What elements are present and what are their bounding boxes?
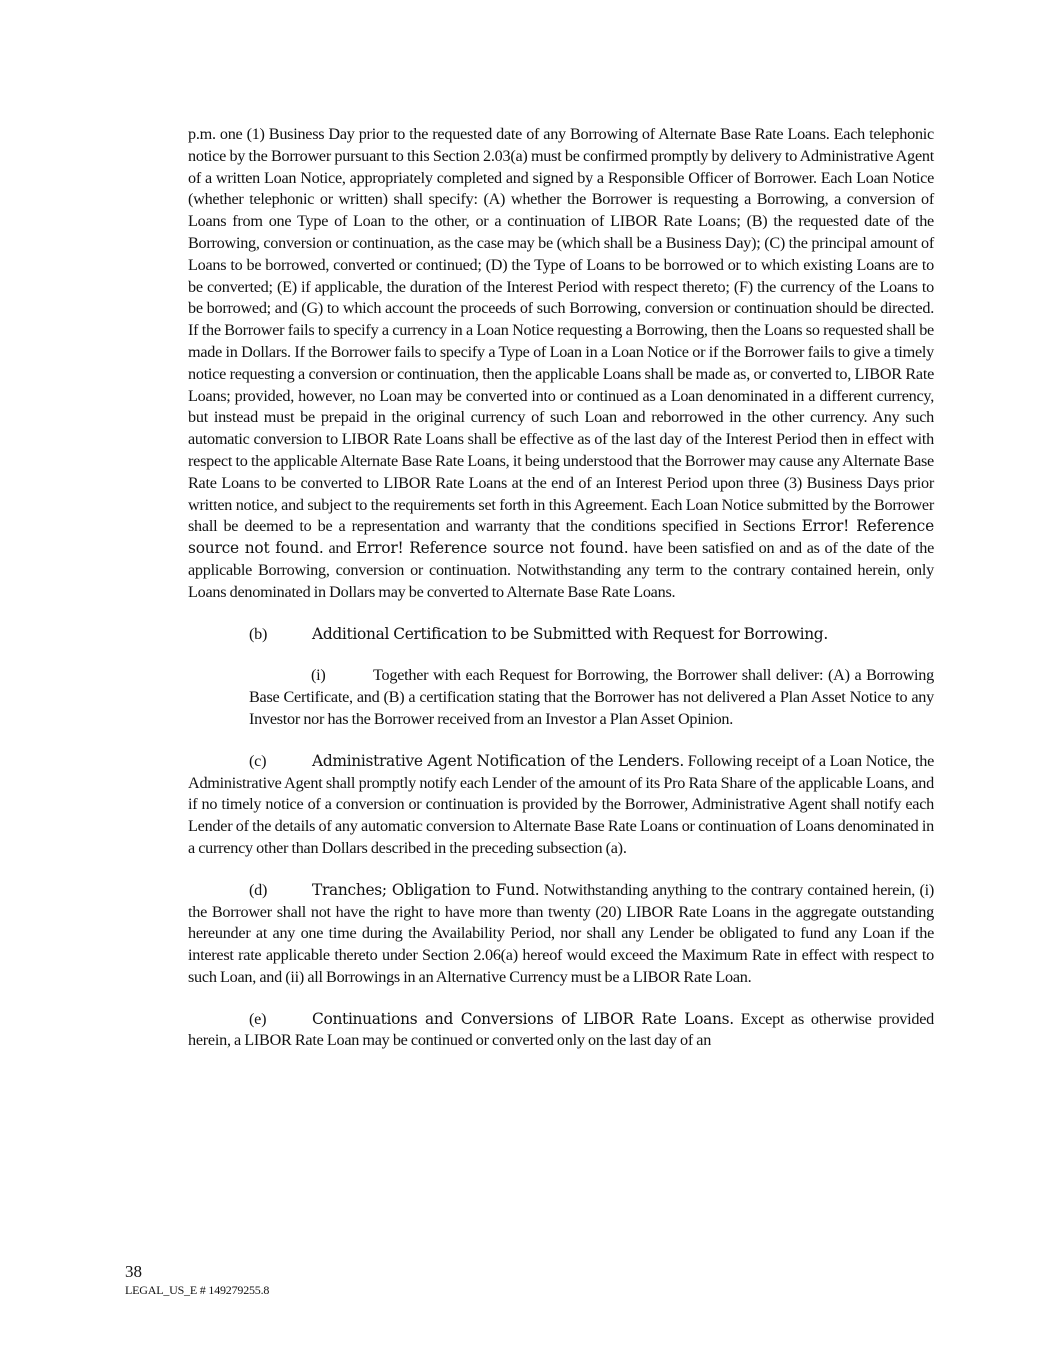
reference-error-1: Error! Reference source not found. (188, 517, 934, 558)
paragraph-e-heading: Continuations and Conversions of LIBOR Rate Loans. (312, 1009, 734, 1028)
paragraph-d-label: (d) (249, 880, 268, 899)
paragraph-a-and: and (323, 539, 356, 558)
page-footer (125, 1262, 269, 1298)
document-body (188, 124, 934, 1072)
paragraph-c-heading: Administrative Agent Notification of the Lenders. (312, 751, 684, 770)
reference-error-2: Error! Reference source not found. (355, 539, 629, 558)
page-number: 38 (125, 1262, 142, 1281)
paragraph-b-i (188, 665, 934, 730)
document-id: LEGAL_US_E # 149279255.8 (125, 1283, 270, 1297)
paragraph-a-continuation (188, 124, 934, 604)
paragraph-e (188, 1009, 934, 1053)
paragraph-a-text-part1: p.m. one (1) Business Day prior to the requested date of any Borrowing of Alternate Base Rate Loans. Each telephonic notice by the Borrower pursuant to this Section 2.03(a) must be confirmed promptly by delivery to Administrative Agent of a written Loan Notice, appropriately completed and signed by a Responsible Officer of Borrower. Each Loan Notice (whether telephonic or written) shall specify: (A) whether the Borrower is requesting a Borrowing, a conversion of Loans from one Type of Loan to the other, or a continuation of LIBOR Rate Loans; (B) the requested date of the Borrowing, conversion or continuation, as the case may be (which shall be a Business Day); (C) the principal amount of Loans to be borrowed, converted or continued; (D) the Type of Loans to be borrowed or to which existing Loans are to be converted; (E) if applicable, the duration of the Interest Period with respect thereto; (F) the currency of the Loans to be borrowed; and (G) to which account the proceeds of such Borrowing, conversion or continuation should be directed. If the Borrower fails to specify a currency in a Loan Notice requesting a Borrowing, then the Loans so requested shall be made in Dollars. If the Borrower fails to specify a Type of Loan in a Loan Notice or if the Borrower fails to give a timely notice requesting a conversion or continuation, then the applicable Loans shall be made as, or converted to, LIBOR Rate Loans; provided, however, no Loan may be converted into or continued as a Loan denominated in a different currency, but instead must be prepaid in the original currency of such Loan and reborrowed in the other currency. Any such automatic conversion to LIBOR Rate Loans shall be effective as of the last day of the Interest Period then in effect with respect to the applicable Alternate Base Rate Loans, it being understood that the Borrower may cause any Alternate Base Rate Loans to be converted to LIBOR Rate Loans at the end of an Interest Period upon three (3) Business Days prior written notice, and subject to the requirements set forth in this Agreement. Each Loan Notice submitted by the Borrower shall be deemed to be a representation and warranty that the conditions specified in Sections (188, 125, 934, 536)
paragraph-c-text: Following receipt of a Loan Notice, the Administrative Agent shall promptly notify each Lender of the amount of its Pro Rata Share of the applicable Loans, and if no timely notice of a conversion or continuation is provided by the Borrower, Administrative Agent shall notify each Lender of the details of any automatic conversion to Alternate Base Rate Loans or continuation of Loans denominated in a currency other than Dollars described in the preceding subsection (a). (188, 751, 934, 857)
paragraph-a-text-part2: have been satisfied on and as of the date of the applicable Borrowing, conversion or continuation. Notwithstanding any term to the contrary contained herein, only Loans denominated in Dollars may be converted to Alternate Base Rate Loans. (188, 539, 934, 601)
paragraph-b-i-label: (i) (311, 666, 326, 685)
paragraph-d (188, 880, 934, 989)
paragraph-b-heading: Additional Certification to be Submitted with Request for Borrowing. (312, 624, 828, 643)
paragraph-d-heading: Tranches; Obligation to Fund. (312, 880, 540, 899)
paragraph-e-label: (e) (249, 1009, 267, 1028)
paragraph-e-text: Except as otherwise provided herein, a LIBOR Rate Loan may be continued or converted only on the last day of an (188, 1009, 935, 1050)
paragraph-b-label: (b) (249, 624, 268, 643)
paragraph-b (188, 624, 934, 646)
paragraph-c (188, 751, 934, 860)
paragraph-c-label: (c) (249, 751, 267, 770)
paragraph-d-text: Notwithstanding anything to the contrary contained herein, (i) the Borrower shall not have the right to have more than twenty (20) LIBOR Rate Loans in the aggregate outstanding hereunder at any one time during the Availability Period, nor shall any Lender be obligated to fund any Loan if the interest rate applicable thereto under Section 2.06(a) hereof would exceed the Maximum Rate in effect with respect to such Loan, and (ii) all Borrowings in an Alternative Currency must be a LIBOR Rate Loan. (188, 880, 934, 986)
paragraph-b-i-text: Together with each Request for Borrowing, the Borrower shall deliver: (A) a Borrowing Base Certificate, and (B) a certification stating that the Borrower has not delivered a Plan Asset Notice to any Investor nor has the Borrower received from an Investor a Plan Asset Opinion. (249, 666, 934, 728)
